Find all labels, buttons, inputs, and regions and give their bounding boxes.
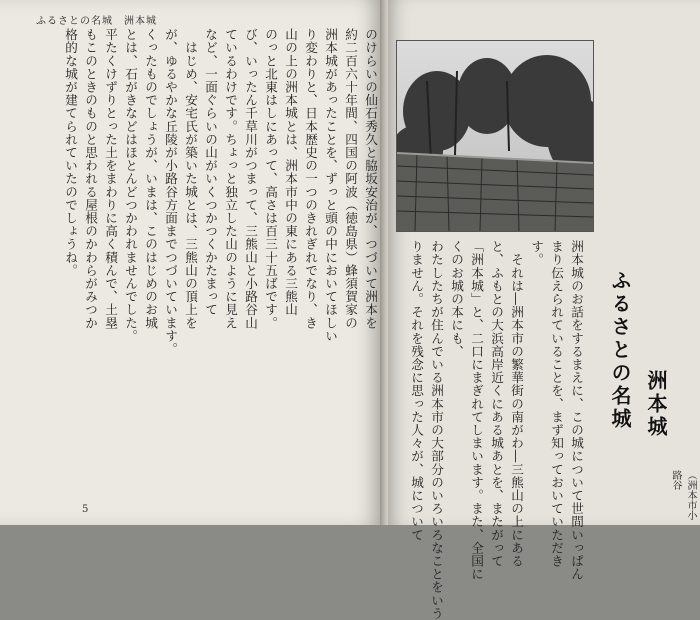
text-column: まり伝えられていることを、まず知っておいていただき xyxy=(549,240,564,568)
text-column: わたしたちが住んでいる洲本市の大部分のいろいろなことをいう xyxy=(429,240,444,620)
left-page xyxy=(0,0,384,525)
text-column: 洲本城のお話をするまえに、この城について世間いっぱん xyxy=(569,240,584,581)
location-note: （洲本市小路谷 xyxy=(670,470,696,520)
text-column: もこのときのものと思われる屋根のかわらがみつか xyxy=(83,28,98,330)
castle-wall-photo xyxy=(396,40,594,232)
text-column: す。 xyxy=(529,240,544,267)
chapter-subtitle: 洲本城 xyxy=(644,370,668,439)
text-column: が、ゆるやかな丘陵が小路谷方面までつづいています。 xyxy=(163,28,178,356)
text-column: 平たくけずりとった土をまわりに高く積んで、土塁 xyxy=(103,28,118,330)
text-column: 山の上の洲本城とは、洲本市中の東にある三熊山 xyxy=(283,28,298,317)
photo-image xyxy=(397,41,593,231)
text-column: ているわけです。ちょっと独立した山のように見え xyxy=(223,28,238,330)
text-column: 約二百六十年間、四国の阿波（徳島県）蜂須賀家の xyxy=(343,28,358,330)
chapter-title: ふるさとの名城 xyxy=(608,270,632,431)
text-column: とは、石がきなどはほとんどつかわれませんでした。 xyxy=(123,28,138,343)
running-head: ふるさとの名城 洲本城 xyxy=(36,16,157,27)
left-body-text xyxy=(60,28,400,498)
text-column: など、一面ぐらいの山がいくつかつくかたまって xyxy=(203,28,218,317)
text-column: と、ふもとの大浜高岸近くにある城あとを、またがって xyxy=(489,240,504,568)
text-column: り変わりと、日本歴史の一つのきれぎれでなり、き xyxy=(303,28,318,330)
text-column: のっと北東はしにあって、高さは百三十五ばです。 xyxy=(263,28,278,330)
right-page xyxy=(388,0,700,620)
text-column: りません。それを残念に思った人々が、城について xyxy=(409,240,424,542)
text-column: くのお城の本にも、 xyxy=(449,240,464,358)
text-column: はじめ、安宅氏が築いた城とは、三熊山の頂上を xyxy=(183,28,198,330)
text-column: のけらいの仙石秀久と脇坂安治が、つづいて洲本を xyxy=(363,28,378,330)
text-column: 格的な城が建てられていたのでしょうね。 xyxy=(63,28,78,277)
right-body-text xyxy=(406,240,586,620)
text-column: 「洲本城」と、二口にまぎれてしまいます。また、全国に xyxy=(469,240,484,581)
page-number: 5 xyxy=(82,504,89,515)
text-column: それは―洲本市の繁華街の南がわ―三熊山の上にある xyxy=(509,240,524,568)
text-column: び、いったん千草川がつまって、三熊山と小路谷山 xyxy=(243,28,258,330)
text-column: くったものでしょうが、いまは、このはじめのお城 xyxy=(143,28,158,330)
text-column: 洲本城があったことを、ずっと頭の中においてほしい xyxy=(323,28,338,343)
